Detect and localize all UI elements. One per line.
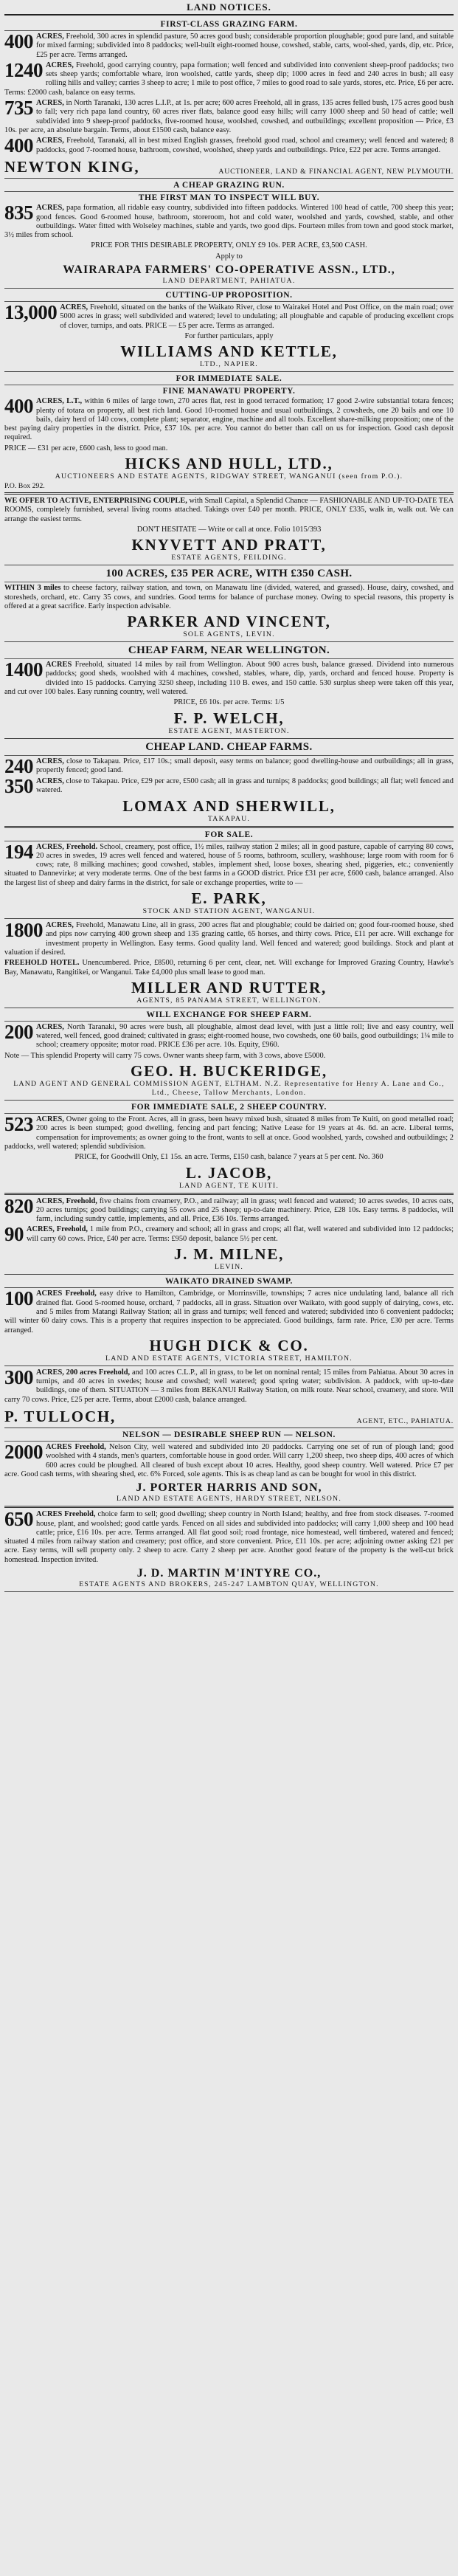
- advertisement: [4, 739, 454, 828]
- listing-item: [4, 1194, 454, 1225]
- listing-text: 1 mile from P.O., creamery and school; all in grass and crops; all flat, well watered and subdivided into 12 paddocks; will carry 60 cows. Price, £40 per acre. Terms: £950 deposit, balance 5½ per cent.: [27, 1225, 454, 1243]
- agent-address: LAND DEPARTMENT, PAHIATUA.: [162, 277, 296, 286]
- listing-lead: ACRES, Freehold,: [27, 1225, 88, 1234]
- acreage-number: 400: [4, 30, 33, 52]
- listing-note: DON'T HESITATE — Write or call at once. Folio 1015/393: [136, 525, 322, 534]
- acreage-number: 735: [4, 97, 33, 120]
- acreage-number: 820: [4, 1194, 33, 1217]
- agent-name: P. TULLOCH,: [4, 1408, 117, 1426]
- listing-text: Note — This splendid Property will carry 75 cows. Owner wants sheep farm, with 3 cows, above £5000.: [4, 1051, 326, 1060]
- listing-item: [4, 1289, 454, 1335]
- ad-title: 100 ACRES, £35 PER ACRE, WITH £350 CASH.: [4, 568, 454, 582]
- ad-title: FOR SALE.: [4, 830, 454, 841]
- listing-lead: ACRES,: [36, 204, 64, 213]
- listing-note: PRICE, £6 10s. per acre. Terms: 1/5: [173, 698, 285, 707]
- listing-lead: ACRES, Freehold,: [36, 1196, 97, 1205]
- listing-item: [4, 397, 454, 442]
- listing-text: Freehold, situated 14 miles by rail from Wellington. About 900 acres bush, balance grassed. Dividend into numerous paddocks; good sheds, woolshed with 4 machines, cowshed, stables, whare, dip, yards, orchard and fenced house. Property is divided into 15 paddocks. Carrying 3250 sheep, including 110 B. ewes, and 150 cattle. 530 surplus sheep were taken off this year, and cut over 100 bales. Easy running country, well watered.: [4, 661, 454, 696]
- listing-text: Freehold, Taranaki, all in best mixed English grasses, freehold good road, school and creamery; well fenced and watered; 8 paddocks, good 7-roomed house, bathroom, cowshed, woolshed, sheep yards and outbuildings. Price, £22 per acre. Terms arranged.: [36, 137, 454, 154]
- agent-address: AGENTS, 85 PANAMA STREET, WELLINGTON.: [136, 996, 322, 1005]
- agent-address: LEVIN.: [214, 1263, 244, 1272]
- page-header: LAND NOTICES.: [4, 0, 454, 16]
- listing-item: [4, 754, 454, 777]
- agent-name: MILLER AND RUTTER,: [131, 978, 327, 996]
- agent-name: F. P. WELCH,: [173, 709, 285, 727]
- advertisement: [4, 919, 454, 1008]
- acreage-number: 1240: [4, 58, 43, 81]
- agent-signature: [4, 156, 454, 176]
- agent-address: ESTATE AGENTS AND BROKERS, 245-247 LAMBTON QUAY, WELLINGTON.: [79, 1580, 379, 1589]
- acreage-number: 300: [4, 1366, 33, 1388]
- advertisement: [4, 289, 454, 372]
- listing-lead: ACRES, Freehold.: [36, 842, 98, 851]
- ad-title: FIRST-CLASS GRAZING FARM.: [4, 20, 454, 31]
- listing-item: [4, 840, 454, 888]
- agent-details: AGENT, ETC., PAHIATUA.: [356, 1417, 454, 1426]
- listing-item: [4, 1443, 454, 1479]
- listing-item: [4, 444, 454, 453]
- listing-item: [4, 959, 454, 977]
- listing-text: easy drive to Hamilton, Cambridge, or Morrinsville, townships; 7 acres nice undulating land, balance all rich drained flat. Good 5-roomed house, orchard, 7 paddocks, all in grass. Situation over Waikato, with good supply of dairying, cows, etc. and 5 miles from Matangi Railway Station; all in grass and turnips; well fenced and watered; subdivided into 6 convenient paddocks; will winter 60 dairy cows. This is a property that requires inspection to be appreciated. Good buildings, farm rate. Price, £30 per acre. Terms arranged.: [4, 1289, 454, 1335]
- acreage-number: 90: [4, 1223, 24, 1246]
- acreage-number: 2000: [4, 1441, 43, 1464]
- listing-text: North Taranaki, 90 acres were bush, all ploughable, almost dead level, with just a little roll; live and easy country, well watered, well fenced, good drained; cultivated in grass; eight-roomed house, two cowsheds, one 60 bails, good outbuildings; 1¼ mile to school; creamery opposite; motor road. PRICE £36 per acre. 10s. Equity, £960.: [36, 1022, 454, 1050]
- listing-note: PRICE, for Goodwill Only, £1 15s. an acre. Terms, £150 cash, balance 7 years at 5 per cent. No. 360: [74, 1153, 384, 1162]
- advertisement: [4, 18, 454, 179]
- ad-title: NELSON — DESIRABLE SHEEP RUN — NELSON.: [4, 1430, 454, 1442]
- listing-text: to cheese factory, railway station, and town, on Manawatu line (divided, watered, and grassed). House, dairy, cowshed, and storesheds, orchard, etc. Carry 35 cows, and sundries. Good terms for balance of purchase money. Owing to special reasons, this property is offered at a great sacrifice. Early inspection advisable.: [4, 584, 454, 610]
- acreage-number: 200: [4, 1020, 33, 1043]
- listing-item: [4, 1052, 454, 1061]
- listing-lead: ACRES,: [36, 137, 64, 145]
- listing-lead: WITHIN 3 miles: [4, 584, 61, 593]
- listing-text: in North Taranaki, 130 acres L.I.P., at 1s. per acre; 600 acres Freehold, all in grass, 135 acres felled bush, 175 acres good bush to fall; very rich papa land country, 60 acres river flats, balance good easy hills; will carry 1000 sheep and 50 head of cattle; well subdivided into 9 sheep-proof paddocks, five-roomed house, woolshed, cowshed, and outbuildings; excellent proposition — Price, £3 10s. per acre, an absolute bargain. Terms, about £1500 cash, balance easy.: [4, 99, 454, 134]
- listing-lead: ACRES, L.T.,: [36, 397, 83, 406]
- ad-title: WAIKATO DRAINED SWAMP.: [4, 1277, 454, 1288]
- acreage-number: 835: [4, 202, 33, 224]
- agent-address: ESTATE AGENTS, FEILDING.: [171, 554, 287, 562]
- agent-address: TAKAPAU.: [207, 814, 251, 823]
- listing-text: close to Takapau. Price, £29 per acre, £500 cash; all in grass and turnips; 8 paddocks; good buildings; all flat; well fenced and watered.: [36, 776, 454, 794]
- listing-text: Freehold, 300 acres in splendid pasture, 50 acres good bush; considerable proportion ploughable; good pure land, and suitable for mixed farming; subdivided into 8 paddocks; well-built eight-roomed house, cowshed, stable, carts, wool-shed, yards, dip, etc. Price, £25 per acre. Terms arranged.: [36, 32, 454, 59]
- agent-name: NEWTON KING,: [4, 158, 140, 176]
- advertisement: [4, 1101, 454, 1194]
- listing-lead: ACRES,: [36, 757, 64, 765]
- agent-details: AUCTIONEER, LAND & FINANCIAL AGENT, NEW PLYMOUTH.: [218, 168, 454, 176]
- footer-left: P.O. Box 292.: [4, 482, 45, 491]
- listing-text: Freehold, Manawatu Line, all in grass, 200 acres flat and ploughable; could be dairied on; good four-roomed house, shed and pips now carrying 400 grown sheep and 135 grazing cattle, 65 horses, and thirty cows. Price, £11 per acre. Will exchange for investment property in Wellington. Easy terms. Good quality land. Well fenced and watered; good buildings. Stock and plant at valuation if desired.: [4, 921, 454, 957]
- advertisement: [4, 1508, 454, 1592]
- agent-name: WILLIAMS AND KETTLE,: [120, 342, 338, 361]
- agent-name: HUGH DICK & CO.: [149, 1336, 309, 1354]
- listing-lead: ACRES,: [46, 921, 74, 930]
- ads-column: [4, 18, 454, 1592]
- advertisement: [4, 372, 454, 495]
- listing-text: papa formation, all ridable easy country, subdivided into fifteen paddocks. Wintered 100 head of cattle, 700 sheep this year; good fences. Good 6-roomed house, bathroom, storeroom, hot and cold water, woolshed and yards, cowshed, stable, and other outbuildings. Water fitted with Wolseley machines, stable and yards, two good dips. Fourteen miles from town and good stock market, 3½ miles from school.: [4, 204, 454, 240]
- listing-item: [4, 1225, 454, 1244]
- agent-address: SOLE AGENTS, LEVIN.: [183, 630, 275, 639]
- listing-text: with Small Capital, a Splendid Chance — FASHIONABLE AND UP-TO-DATE TEA ROOMS, completely furnished, several living rooms attached. Takings over £40 per month. PRICE, ONLY £335, walk in, walk out. We can arrange the easiest terms.: [4, 497, 454, 523]
- advertisement: [4, 1366, 454, 1428]
- apply-line: Apply to: [215, 252, 243, 261]
- agent-address: AUCTIONEERS AND ESTATE AGENTS, RIDGWAY STREET, WANGANUI (seen from P.O.).: [55, 472, 403, 481]
- listing-text: close to Takapau. Price, £17 10s.; small deposit, easy terms on balance; good dwelling-house and outbuildings; all in grass, propertly fenced; good land.: [36, 757, 454, 774]
- listing-item: [4, 584, 454, 611]
- advertisement: [4, 1275, 454, 1366]
- acreage-number: 1400: [4, 658, 43, 681]
- listing-text: Owner going to the Front. Acres, all in grass, been heavy mixed bush, situated 8 miles from Te Kuiti, on good metalled road; 200 acres is been stumped; good dwelling, fencing and part fencing; Native Lease for 19 years at 4s. 6d. an acre. Liberal terms, compensation for improvements; as owner going to the front, wants to sell at once. Good woolshed, yards, cowshed and outbuildings; 2 paddocks, well watered; splendid subdivision.: [4, 1115, 454, 1151]
- agent-address: LAND AGENT, TE KUITI.: [178, 1181, 280, 1190]
- listing-lead: ACRES,: [36, 32, 64, 41]
- advertisement: [4, 565, 454, 642]
- listing-text: PRICE — £31 per acre, £600 cash, less to good man.: [4, 444, 168, 452]
- listing-item: [4, 774, 454, 797]
- agent-name: L. JACOB,: [185, 1163, 273, 1182]
- agent-name: GEO. H. BUCKERIDGE,: [131, 1062, 327, 1081]
- advertisement: [4, 179, 454, 289]
- agent-address: LTD., NAPIER.: [200, 360, 258, 369]
- ad-subtitle: FINE MANAWATU PROPERTY.: [162, 387, 296, 396]
- acreage-number: 350: [4, 774, 33, 797]
- listing-lead: WE OFFER TO ACTIVE, ENTERPRISING COUPLE,: [4, 497, 187, 506]
- acreage-number: 13,000: [4, 301, 58, 324]
- listing-lead: ACRES,: [46, 61, 74, 69]
- agent-name: J. M. MILNE,: [173, 1245, 285, 1264]
- listing-lead: ACRES,: [36, 1115, 64, 1124]
- advertisement: [4, 495, 454, 565]
- listing-lead: ACRES, 200 acres Freehold,: [36, 1368, 131, 1377]
- ad-title: CHEAP FARM, NEAR WELLINGTON.: [4, 644, 454, 659]
- listing-item: [4, 99, 454, 135]
- agent-address: STOCK AND STATION AGENT, WANGANUI.: [142, 907, 316, 916]
- acreage-number: 100: [4, 1287, 33, 1310]
- acreage-number: 523: [4, 1113, 33, 1136]
- listing-item: [4, 1368, 454, 1405]
- ad-title: WILL EXCHANGE FOR SHEEP FARM.: [4, 1010, 454, 1022]
- listing-text: five chains from creamery, P.O., and railway; all in grass; well fenced and watered; 10 acres swedes, 10 acres oats, 20 acres turnips; good buildings; carrying 55 cows and 25 sheep; up-to-date machinery. Price, £28 10s. Easy terms. 8 paddocks, will farm, including sundry cattle, implements, and all. Price, £36 10s. Terms arranged.: [36, 1196, 454, 1224]
- ad-title: CUTTING-UP PROPOSITION.: [4, 291, 454, 302]
- listing-text: choice farm to sell; good dwelling; sheep country in North Island; healthy, and free from stock diseases. 7-roomed house, plant, and woolshed; good cattle yards. Fenced on all sides and subdivided into paddocks; will carry 1,000 sheep and 100 head cattle; price, £16 10s. per acre. Terms arranged. All flat good soil; road frontage, nice homestead, well timbered, watered and fenced; situated 4 miles from railway station and creamery; post office, and store convenient. Price, £11 10s. per acre; adjoining owner asking £21 per acre. Easy terms, will sell property only. 2 sheep to acre. Carry 2 sheep per acre. Another good feature of the property is the well-cut brick homestead. Inspection invited.: [4, 1510, 454, 1564]
- agent-address: ESTATE AGENT, MASTERTON.: [168, 726, 290, 735]
- listing-item: [4, 58, 454, 97]
- listing-note: PRICE FOR THIS DESIRABLE PROPERTY, ONLY £9 10s. PER ACRE, £3,500 CASH.: [91, 241, 367, 250]
- agent-name: LOMAX AND SHERWILL,: [122, 796, 336, 815]
- advertisement: [4, 642, 454, 738]
- listing-note: For further particulars, apply: [184, 331, 274, 340]
- listing-item: [4, 134, 454, 157]
- agent-name: PARKER AND VINCENT,: [127, 613, 331, 631]
- listing-lead: ACRES Freehold,: [36, 1289, 97, 1298]
- agent-name: WAIRARAPA FARMERS' CO-OPERATIVE ASSN., LTD.,: [63, 264, 395, 277]
- listing-item: [4, 1020, 454, 1050]
- advertisement: [4, 1195, 454, 1275]
- listing-lead: ACRES,: [36, 99, 64, 108]
- acreage-number: 1800: [4, 919, 43, 942]
- advertisement: [4, 1428, 454, 1508]
- listing-text: within 6 miles of large town, 270 acres flat, rest in good terraced formation; 17 good 2-wire substantial totara fences; plenty of totara on property, all best rich land. Good 10-roomed house and usual outbuildings, 2 cowsheds, one 20 bails and one 10 bails, dairy herd of 140 cows, complete plant; separator, engine, machine and all tools. Excellent share-milking proposition; one of the best paying dairy properties in the district. Price, £37 10s. per acre. You cannot do better than call on us for inspection. Good cash deposit required.: [4, 397, 454, 442]
- agent-signature: [4, 1406, 454, 1425]
- listing-text: Freehold, good carrying country, papa formation; well fenced and subdivided into convenient sheep-proof paddocks; two sets sheep yards; comfortable whare, iron woolshed, cattle yards, sheep dip; 1000 acres in feed and 240 acres in bush; all easy rolling hills and valley; carries 3 sheep to acre; 1 mile to post office, 7 miles to good road to sale yards, stores, etc. Price, £6 per acre. Terms: £2000 cash, balance on easy terms.: [4, 61, 454, 97]
- listing-text: Freehold, situated on the banks of the Waikato River, close to Wairakei Hotel and Post Office, on the main road; over 5000 acres in grass; well subdivided and watered; level to undulating; all ploughable and capable of producing excellent crops of clover, turnips, and oats. PRICE — £5 per acre. Terms as arranged.: [60, 303, 454, 330]
- listing-lead: FREEHOLD HOTEL.: [4, 959, 80, 968]
- listing-item: [4, 497, 454, 524]
- listing-item: [4, 32, 454, 60]
- listing-item: [4, 1115, 454, 1151]
- listing-text: Unencumbered. Price, £8500, returning 6 per cent, clear, net. Will exchange for Improved Grazing Country, Hawke's Bay, Manawatu, Rangitikei, or Wanganui. Take £4,000 plus small lease to good man.: [4, 959, 454, 977]
- listing-item: [4, 658, 454, 697]
- listing-lead: ACRES Freehold,: [46, 1443, 106, 1452]
- listing-item: [4, 303, 454, 331]
- ad-title: FOR IMMEDIATE SALE, 2 SHEEP COUNTRY.: [4, 1103, 454, 1114]
- listing-item: [4, 204, 454, 240]
- advertisement: [4, 828, 454, 919]
- ad-title: CHEAP LAND. CHEAP FARMS.: [4, 741, 454, 756]
- acreage-number: 240: [4, 754, 33, 777]
- ad-footer: [4, 482, 454, 490]
- advertisement: [4, 1008, 454, 1101]
- agent-name: E. PARK,: [191, 889, 267, 908]
- ad-subtitle: THE FIRST MAN TO INSPECT WILL BUY.: [138, 193, 320, 203]
- acreage-number: 650: [4, 1508, 33, 1531]
- listing-text: School, creamery, post office, 1½ miles, railway station 2 miles; all in good pasture, capable of carrying 80 cows, 20 acres in swedes, 19 acres well fenced and watered, house of 5 rooms, bathroom, scullery, washhouse; large room with room for 6 cows; rate, 8 milking machines; good cowshed, stables, implement shed, loose boxes, shearing shed, piggeries, etc.; conveniently situated to Dannevirke; at very moderate terms. One of the best farms in a GOOD district. Price £31 per acre, £600 cash, balance arranged. Also the largest list of sheep and dairy farms in the district, for sale or exchange properties, write to —: [4, 842, 454, 887]
- agent-address: LAND AND ESTATE AGENTS, VICTORIA STREET, HAMILTON.: [105, 1354, 353, 1363]
- listing-lead: ACRES: [46, 661, 72, 669]
- acreage-number: 400: [4, 134, 33, 157]
- listing-lead: ACRES,: [36, 776, 64, 785]
- listing-lead: ACRES,: [36, 1022, 64, 1031]
- listing-text: and 100 acres C.L.P., all in grass, to be let on nominal rental; 15 miles from Pahiatua. About 30 acres in turnips, and 40 acres in swedes; house and cowshed; well watered; good spring water; subdivision. A paddock, with up-to-date buildings, one of them. SITUATION — 3 miles from BEKANUI Railway Station, on milk route. Near school, creamery, and store. Will carry 70 cows. Price, £25 per acre. Terms, about £2000 cash, balance arranged.: [4, 1368, 454, 1404]
- agent-name: J. PORTER HARRIS AND SON,: [136, 1481, 322, 1495]
- agent-name: HICKS AND HULL, LTD.,: [125, 455, 333, 473]
- agent-address: LAND AND ESTATE AGENTS, HARDY STREET, NELSON.: [117, 1495, 341, 1504]
- agent-address: LAND AGENT AND GENERAL COMMISSION AGENT, ELTHAM. N.Z. Representative for Henry A. Lane and Co., Ltd., Cheese, Tallow Merchants, London.: [13, 1080, 445, 1098]
- listing-item: [4, 1510, 454, 1565]
- listing-item: [4, 921, 454, 957]
- ad-title: A CHEAP GRAZING RUN.: [4, 181, 454, 192]
- listing-lead: ACRES,: [60, 303, 89, 312]
- agent-name: J. D. MARTIN M'INTYRE CO.,: [136, 1567, 322, 1580]
- agent-name: KNYVETT AND PRATT,: [131, 536, 327, 554]
- listing-lead: ACRES Freehold,: [36, 1510, 96, 1519]
- acreage-number: 194: [4, 840, 33, 863]
- listing-text: Nelson City, well watered and subdivided into 20 paddocks. Carrying one set of run of plough land; good woolshed with 4 stands, men's quarters, comfortable house in good order. Will carry 1,200 sheep, two sheep dips, 400 acres of which 600 acres could be ploughed. All cleared of bush except about 10 acres. Healthy, good sheep country. Well watered. Price £7 per acre. Good cash terms, with shearing shed, etc. 6% Forced, sole agents. This is as cheap land as can be bought for wool in this district.: [4, 1443, 454, 1478]
- acreage-number: 400: [4, 395, 33, 418]
- ad-title: FOR IMMEDIATE SALE.: [4, 374, 454, 385]
